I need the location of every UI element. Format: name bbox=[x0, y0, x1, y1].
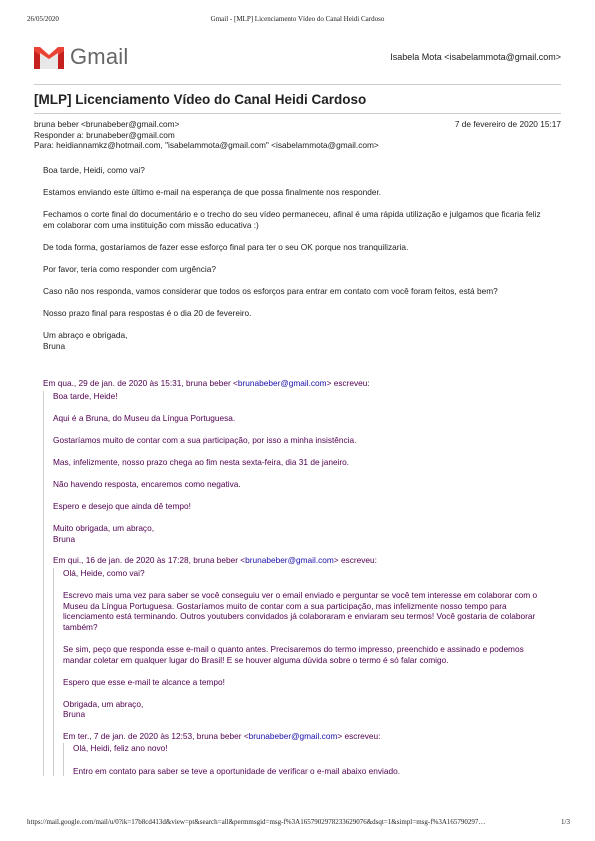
quote-block bbox=[53, 568, 545, 776]
message-date: 7 de fevereiro de 2020 15:17 bbox=[454, 119, 561, 129]
email-subject: [MLP] Licenciamento Vídeo do Canal Heidi Cardoso bbox=[34, 92, 367, 107]
quote-paragraph: Se sim, peço que responda esse e-mail o quanto antes. Precisaremos do termo impresso, preenchido e assinado e podemos mandar coletar em qualquer lugar do Brasil! E se houver alguma dúvida sobre o termo é só falar comigo. bbox=[63, 643, 524, 665]
quote-attribution: Em ter., 7 de jan. de 2020 às 12:53, bruna beber <brunabeber@gmail.com> escreveu: bbox=[63, 730, 381, 741]
message-paragraph: De toda forma, gostaríamos de fazer esse esforço final para ter o seu OK porque nos tranquilizaria. bbox=[43, 241, 409, 252]
message-closing: Um abraço e obrigada, bbox=[43, 330, 128, 341]
account-label: Isabela Mota <isabelammota@gmail.com> bbox=[390, 52, 561, 62]
reply-to: Responder a: brunabeber@gmail.com bbox=[34, 129, 175, 140]
gmail-logo bbox=[34, 44, 128, 70]
quote-block bbox=[43, 391, 545, 777]
sender: bruna beber <brunabeber@gmail.com> bbox=[34, 119, 180, 129]
message-meta bbox=[34, 119, 561, 151]
quote-paragraph: Espero e desejo que ainda dê tempo! bbox=[53, 501, 191, 512]
quote-paragraph: Mas, infelizmente, nosso prazo chega ao fim nesta sexta-feira, dia 31 de janeiro. bbox=[53, 456, 350, 467]
message-paragraph: Nosso prazo final para respostas é o dia 20 de fevereiro. bbox=[43, 308, 252, 319]
sender-email-link[interactable]: brunabeber@gmail.com bbox=[245, 555, 334, 566]
message-body bbox=[43, 165, 545, 351]
print-date: 26/05/2020 bbox=[27, 15, 59, 23]
message-paragraph: Estamos enviando este último e-mail na esperança de que possa finalmente nos responder. bbox=[43, 187, 382, 198]
message-paragraph: Caso não nos responda, vamos considerar que todos os esforços para entrar em contato com você foram feitos, está bem? bbox=[43, 286, 498, 297]
quote-signature: Bruna bbox=[53, 533, 76, 544]
quote-paragraph: Entro em contato para saber se teve a oportunidade de verificar o e-mail abaixo enviado. bbox=[73, 765, 400, 776]
sender-email-link[interactable]: brunabeber@gmail.com bbox=[237, 378, 327, 388]
message-paragraph: Por favor, teria como responder com urgência? bbox=[43, 263, 216, 274]
page-number: 1/3 bbox=[561, 818, 570, 826]
gmail-logo-text: Gmail bbox=[70, 44, 129, 69]
quoted-message-1 bbox=[43, 378, 545, 788]
quote-closing: Obrigada, um abraço, bbox=[63, 698, 144, 709]
quote-signature: Bruna bbox=[63, 709, 86, 720]
quote-attribution: Em qua., 29 de jan. de 2020 às 15:31, bruna beber <brunabeber@gmail.com> escreveu: bbox=[43, 378, 370, 388]
recipients: Para: heidiannamkz@hotmail.com, "isabelammota@gmail.com" <isabelammota@gmail.com> bbox=[34, 140, 379, 150]
quote-paragraph: Olá, Heide, como vai? bbox=[63, 567, 145, 578]
quote-paragraph: Escrevo mais uma vez para saber se você conseguiu ver o email enviado e perguntar se você tem interesse em colaborar com o Museu da Língua Portuguesa. Gostaríamos muito de contar com a sua participação, mas infelizmente nosso tempo para licenciamento está terminando. Outros youtubers convidados já colaboraram e enviaram seu termos! Você gostaria de colaborar também? bbox=[63, 590, 538, 632]
header-divider bbox=[34, 84, 561, 85]
quote-paragraph: Aqui é a Bruna, do Museu da Língua Portuguesa. bbox=[53, 412, 236, 423]
message-paragraph: Fechamos o corte final do documentário e o trecho do seu vídeo permaneceu, afinal é uma rápida utilização e julgamos que ficaria feliz em colaborar com uma instituição com missão educativa :) bbox=[43, 209, 541, 230]
print-url: https://mail.google.com/mail/u/0?ik=17b8cd413d&view=pt&search=all&permmsgid=msg-f%3A1657902978233629076&dsqt=1&simpl=msg-f%3A165790297… bbox=[27, 818, 486, 826]
gmail-m-icon bbox=[34, 45, 64, 69]
message-signature: Bruna bbox=[43, 340, 66, 351]
quote-block bbox=[63, 743, 545, 776]
print-title: Gmail - [MLP] Licenciamento Vídeo do Canal Heidi Cardoso bbox=[210, 15, 385, 23]
sender-email-link[interactable]: brunabeber@gmail.com bbox=[248, 730, 338, 741]
quote-paragraph: Boa tarde, Heide! bbox=[53, 390, 118, 401]
quote-attribution: Em qui., 16 de jan. de 2020 às 17:28, bruna beber <brunabeber@gmail.com> escreveu: bbox=[53, 555, 377, 566]
quote-paragraph: Gostaríamos muito de contar com a sua participação, por isso a minha insistência. bbox=[53, 434, 357, 445]
quote-paragraph: Não havendo resposta, encaremos como negativa. bbox=[53, 478, 241, 489]
quote-paragraph: Olá, Heidi, feliz ano novo! bbox=[73, 743, 168, 754]
quote-paragraph: Espero que esse e-mail te alcance a tempo! bbox=[63, 676, 225, 687]
subject-divider bbox=[34, 113, 561, 114]
message-paragraph: Boa tarde, Heidi, como vai? bbox=[43, 165, 145, 175]
quote-closing: Muito obrigada, um abraço, bbox=[53, 523, 155, 534]
